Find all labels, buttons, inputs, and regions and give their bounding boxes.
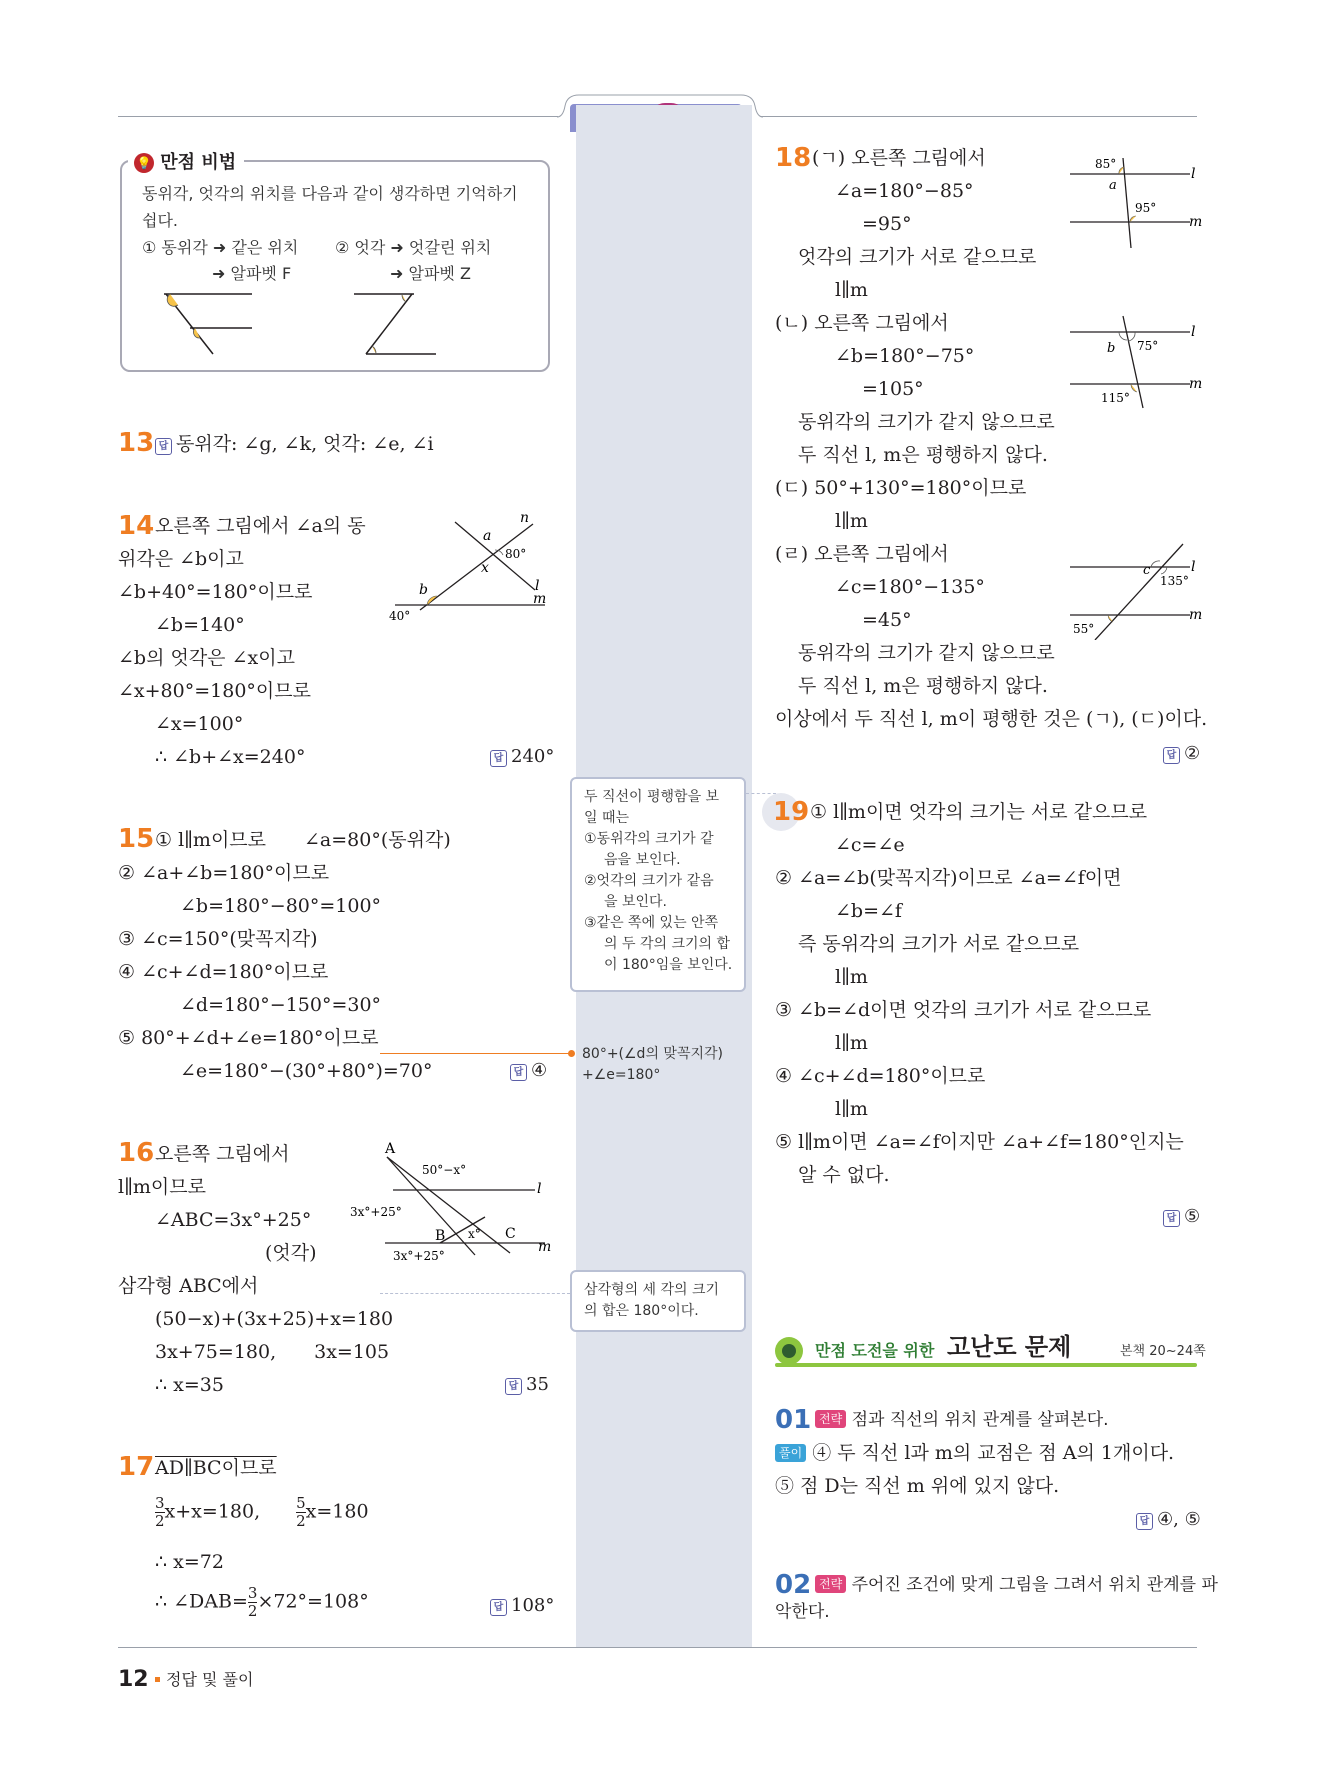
solution-line: l∥m이므로 — [118, 1176, 206, 1198]
fig-label-x: x — [481, 560, 489, 576]
problem-18-figure-1 — [1065, 150, 1205, 250]
problem-18-figure-3 — [1065, 540, 1205, 640]
note-dashed-link — [380, 1293, 570, 1294]
solution-tag: 풀이 — [775, 1444, 806, 1462]
fig-label-b: b — [419, 582, 428, 598]
solution-line: (ㄹ) 오른쪽 그림에서 — [775, 543, 949, 565]
problem-18-number: 18 — [775, 143, 812, 173]
fig-label-A: A — [385, 1141, 396, 1157]
fig-label-l: l — [1191, 324, 1196, 340]
note-pointer-line — [380, 1053, 570, 1054]
fig-label-m: m — [1189, 607, 1203, 623]
fig-label-75: 75° — [1137, 339, 1159, 353]
note-line: ②엇각의 크기가 같음 — [584, 873, 714, 889]
tip-line: 동위각, 엇각의 위치를 다음과 같이 생각하면 기억하기 — [142, 184, 518, 203]
bulb-icon: 💡 — [134, 153, 154, 173]
solution-line: ∠d=180°−150°=30° — [180, 994, 382, 1016]
solution-line — [775, 1441, 1174, 1465]
solution-line: l∥m — [835, 966, 868, 988]
solution-line: 오른쪽 그림에서 — [155, 1143, 290, 1165]
note-line: 두 직선이 평행함을 보 — [584, 789, 720, 805]
solution-line: =45° — [862, 609, 912, 631]
fraction-denominator: 2 — [155, 1512, 165, 1530]
note-line: 일 때는 — [584, 810, 630, 826]
solution-line: 즉 동위각의 크기가 서로 같으므로 — [798, 933, 1080, 955]
fig-label-mid: 3x°+25° — [350, 1205, 402, 1219]
tip-item: ➜ 알파벳 Z — [390, 264, 471, 283]
problem-14-figure — [385, 510, 555, 630]
note-line: ①동위각의 크기가 같 — [584, 831, 714, 847]
solution-line: ∴ x=72 — [155, 1551, 224, 1573]
problem-15-answer: 답 ④ — [510, 1059, 547, 1083]
solution-line: ∠ABC=3x°+25° — [155, 1209, 312, 1231]
solution-line: ④ ∠c+∠d=180°이므로 — [118, 961, 329, 983]
fig-label-m: m — [533, 591, 547, 607]
solution-line: ∠x=100° — [155, 713, 244, 735]
fig-label-l: l — [1191, 166, 1196, 182]
note-line: +∠e=180° — [582, 1067, 661, 1083]
problem-13-answer — [155, 432, 434, 457]
fig-label-x: x° — [468, 1227, 481, 1241]
fraction-numerator: 3 — [155, 1494, 165, 1512]
solution-line: =105° — [862, 378, 924, 400]
strategy-tag: 전략 — [815, 1575, 846, 1593]
fig-label-l: l — [1191, 559, 1196, 575]
problem-01-answer: 답 ④, ⑤ — [1136, 1508, 1201, 1532]
fig-label-l: l — [535, 578, 540, 594]
fraction-denominator: 2 — [247, 1602, 258, 1620]
note-line: ③같은 쪽에 있는 안쪽 — [584, 915, 719, 931]
tip-figure-z — [350, 288, 450, 358]
problem-15-number: 15 — [118, 824, 155, 854]
answer-icon: 답 — [510, 1064, 527, 1081]
note-line: 의 합은 180°이다. — [584, 1303, 699, 1319]
solution-line: l∥m — [835, 279, 868, 301]
answer-icon: 답 — [490, 750, 507, 767]
strategy-tag: 전략 — [815, 1410, 846, 1428]
footer-bullet — [155, 1677, 160, 1682]
note-parallel-proof — [570, 777, 746, 992]
fig-label-a: a — [483, 528, 492, 544]
problem-16-answer: 답 35 — [505, 1373, 549, 1397]
solution-line: ② ∠a+∠b=180°이므로 — [118, 862, 330, 884]
problem-13-text: 동위각: ∠g, ∠k, 엇각: ∠e, ∠i — [176, 433, 434, 455]
solution-line: ∠b=∠f — [835, 900, 902, 922]
problem-19-answer: 답 ⑤ — [1163, 1205, 1200, 1229]
section-dot-inner — [782, 1344, 796, 1358]
solution-line: 알 수 없다. — [798, 1164, 890, 1186]
solution-line: 오른쪽 그림에서 ∠a의 동 — [155, 515, 366, 537]
tip-line: 쉽다. — [142, 211, 178, 230]
note-line: 삼각형의 세 각의 크기 — [584, 1282, 720, 1298]
solution-line: 3x+75=180, 3x=105 — [155, 1341, 390, 1363]
problem-13-number: 13 — [118, 428, 155, 458]
strategy-line — [815, 1573, 1218, 1597]
solution-line: ∠b=180°−75° — [835, 345, 975, 367]
solution-line: ⑤ l∥m이면 ∠a=∠f이지만 ∠a+∠f=180°인지는 — [775, 1131, 1184, 1153]
answer-icon: 답 — [1136, 1513, 1153, 1530]
solution-line: ∴ x=35 — [155, 1374, 224, 1396]
answer-icon: 답 — [155, 438, 172, 455]
tip-title-text: 만점 비법 — [160, 152, 237, 173]
solution-line: 동위각의 크기가 같지 않으므로 — [798, 411, 1055, 433]
answer-icon: 답 — [1163, 1210, 1180, 1227]
fraction-denominator: 2 — [296, 1512, 306, 1530]
problem-16-figure — [345, 1135, 555, 1265]
fig-label-c: c — [1143, 563, 1151, 578]
fig-label-b: b — [1107, 341, 1116, 356]
strategy-line: 악한다. — [775, 1602, 830, 1622]
solution-line: ① l∥m이면 엇각의 크기는 서로 같으므로 — [810, 801, 1148, 823]
solution-line: =95° — [862, 213, 912, 235]
note-line: 이 180°임을 보인다. — [604, 957, 733, 973]
fraction-numerator: 5 — [296, 1494, 306, 1512]
solution-line: (50−x)+(3x+25)+x=180 — [155, 1308, 394, 1330]
solution-line: ⑤ 점 D는 직선 m 위에 있지 않다. — [775, 1475, 1060, 1497]
solution-line: ∠e=180°−(30°+80°)=70° — [180, 1060, 433, 1082]
page-number: 12 — [118, 1667, 149, 1692]
solution-line — [155, 1495, 369, 1535]
solution-line: ∠c=180°−135° — [835, 576, 985, 598]
fig-label-m: m — [1189, 376, 1203, 392]
tip-figure-f — [160, 288, 260, 358]
solution-line: ② ∠a=∠b(맞꼭지각)이므로 ∠a=∠f이면 — [775, 867, 1122, 889]
problem-17-number: 17 — [118, 1452, 155, 1482]
solution-line: AD∥BC이므로 — [155, 1457, 277, 1479]
problem-19-number: 19 — [773, 797, 810, 827]
problem-02-number: 02 — [775, 1570, 812, 1600]
fig-label-80: 80° — [505, 547, 527, 561]
top-rule-right — [760, 116, 1197, 117]
section-title: 고난도 문제 — [947, 1333, 1072, 1361]
solution-line: 위각은 ∠b이고 — [118, 548, 244, 570]
solution-line: ∠b=140° — [155, 614, 245, 636]
solution-line: ∠c=∠e — [835, 834, 905, 856]
tip-item: ① 동위각 ➜ 같은 위치 — [142, 238, 299, 257]
solution-line: 두 직선 l, m은 평행하지 않다. — [798, 444, 1048, 466]
solution-line: ∠x+80°=180°이므로 — [118, 680, 311, 702]
fig-label-top: 50°−x° — [422, 1163, 467, 1177]
solution-line: 두 직선 l, m은 평행하지 않다. — [798, 675, 1048, 697]
note-line: 음을 보인다. — [604, 852, 681, 868]
fig-label-C: C — [505, 1226, 516, 1242]
problem-18-figure-2 — [1065, 310, 1205, 410]
solution-line: ① l∥m이므로 ∠a=80°(동위각) — [155, 829, 451, 851]
equation-part: ∴ ∠DAB= — [155, 1590, 248, 1613]
solution-line: (ㄴ) 오른쪽 그림에서 — [775, 312, 949, 334]
answer-icon: 답 — [505, 1378, 522, 1395]
problem-17-answer: 답 108° — [490, 1594, 554, 1618]
note-vertical-angle — [570, 1040, 750, 1100]
problem-14-answer: 답 240° — [490, 745, 554, 769]
note-dashed-link-19 — [746, 793, 776, 794]
fig-label-m: m — [1189, 214, 1203, 230]
fig-label-40: 40° — [389, 609, 411, 623]
fig-label-55: 55° — [1073, 622, 1095, 636]
fig-label-115: 115° — [1101, 391, 1130, 405]
note-line: 을 보인다. — [604, 894, 667, 910]
footer-label: 정답 및 풀이 — [166, 1670, 254, 1689]
solution-line: ③ ∠b=∠d이면 엇각의 크기가 서로 같으므로 — [775, 999, 1152, 1021]
solution-line: (ㄷ) 50°+130°=180°이므로 — [775, 477, 1027, 499]
problem-14-number: 14 — [118, 511, 155, 541]
solution-line — [155, 1585, 369, 1625]
solution-line: (ㄱ) 오른쪽 그림에서 — [812, 147, 986, 169]
solution-line: l∥m — [835, 1098, 868, 1120]
solution-line: ∠b의 엇각은 ∠x이고 — [118, 647, 295, 669]
section-prefix: 만점 도전을 위한 — [815, 1341, 935, 1360]
strategy-text: 점과 직선의 위치 관계를 살펴본다. — [851, 1410, 1109, 1430]
equation-part: x+x=180, — [164, 1500, 261, 1523]
solution-line: 엇각의 크기가 서로 같으므로 — [798, 246, 1037, 268]
note-triangle-sum — [570, 1270, 746, 1332]
note-line: 80°+(∠d의 맞꼭지각) — [582, 1046, 723, 1062]
solution-line: 이상에서 두 직선 l, m이 평행한 것은 (ㄱ), (ㄷ)이다. — [775, 708, 1208, 730]
fig-label-135: 135° — [1160, 574, 1189, 588]
solution-line: ∠b+40°=180°이므로 — [118, 581, 313, 603]
fig-label-l: l — [537, 1181, 542, 1197]
bottom-rule — [118, 1647, 1197, 1648]
problem-18-answer: 답 ② — [1163, 742, 1200, 766]
tip-item: ② 엇각 ➜ 엇갈린 위치 — [335, 238, 492, 257]
fig-label-m: m — [538, 1239, 552, 1255]
tip-item: ➜ 알파벳 F — [212, 264, 292, 283]
fig-label-a: a — [1109, 178, 1117, 193]
equation-part: x=180 — [305, 1500, 369, 1523]
strategy-text: 주어진 조건에 맞게 그림을 그려서 위치 관계를 파 — [851, 1575, 1218, 1595]
solution-line: ⑤ 80°+∠d+∠e=180°이므로 — [118, 1027, 379, 1049]
fraction-numerator: 3 — [247, 1584, 258, 1602]
solution-line: ③ ∠c=150°(맞꼭지각) — [118, 928, 318, 950]
problem-01-number: 01 — [775, 1405, 812, 1435]
answer-icon: 답 — [1163, 747, 1180, 764]
solution-line: 동위각의 크기가 같지 않으므로 — [798, 642, 1055, 664]
fig-label-n: n — [520, 510, 530, 526]
section-pages: 본책 20~24쪽 — [1120, 1344, 1206, 1359]
fig-label-95: 95° — [1135, 201, 1157, 215]
solution-line: ∴ ∠b+∠x=240° — [155, 746, 306, 768]
solution-line: l∥m — [835, 1032, 868, 1054]
fig-label-85: 85° — [1095, 157, 1117, 171]
solution-line: ∠a=180°−85° — [835, 180, 974, 202]
tip-title — [128, 148, 244, 178]
fig-label-bot: 3x°+25° — [393, 1249, 445, 1263]
solution-line: l∥m — [835, 510, 868, 532]
solution-line: (엇각) — [265, 1242, 317, 1264]
solution-line: ∠b=180°−80°=100° — [180, 895, 382, 917]
note-line: 의 두 각의 크기의 합 — [604, 936, 730, 952]
top-rule-left — [118, 116, 558, 117]
solution-text: ④ 두 직선 l과 m의 교점은 점 A의 1개이다. — [812, 1442, 1175, 1464]
problem-16-number: 16 — [118, 1138, 155, 1168]
solution-line: ④ ∠c+∠d=180°이므로 — [775, 1065, 986, 1087]
fig-label-B: B — [435, 1228, 446, 1244]
equation-part: ×72°=108° — [257, 1590, 369, 1613]
answer-icon: 답 — [490, 1599, 507, 1616]
solution-line: 삼각형 ABC에서 — [118, 1275, 259, 1297]
strategy-line — [815, 1408, 1109, 1432]
